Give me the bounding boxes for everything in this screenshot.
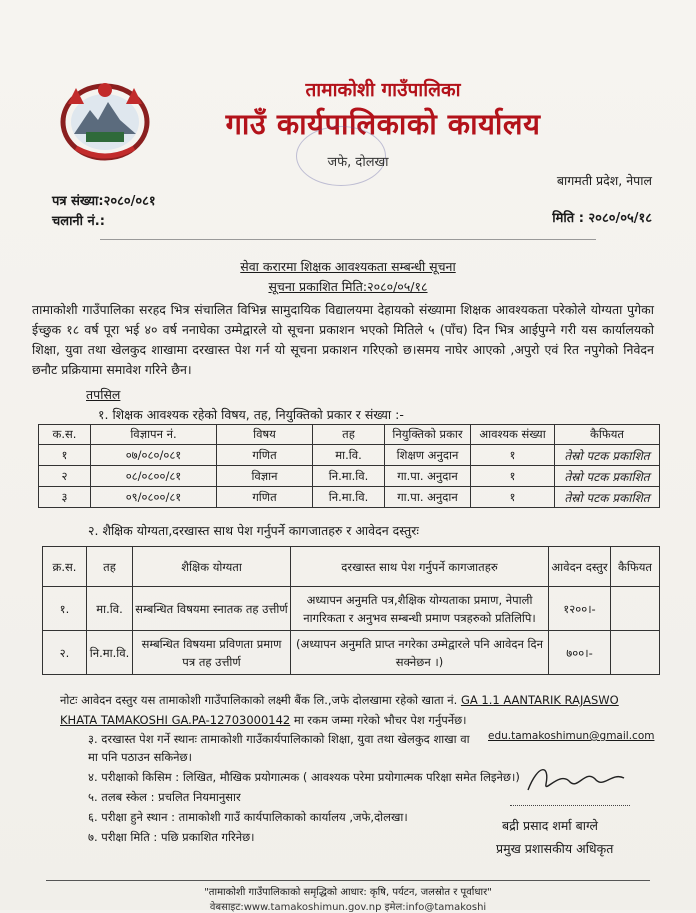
signatory-name: बद्री प्रसाद शर्मा बाग्ले bbox=[502, 818, 598, 833]
dispatch-number: चलानी नं.: bbox=[52, 214, 105, 229]
letter-date: मिति : २०८०/०५/१८ bbox=[552, 211, 652, 226]
handwritten-remark: तेस्रो पटक प्रकाशित bbox=[555, 445, 660, 466]
letter-number: पत्र संख्या:२०८०/०८१ bbox=[52, 194, 156, 209]
table-cell: १. bbox=[43, 587, 87, 631]
table-header-row bbox=[43, 547, 660, 587]
note-suffix: मा रकम जम्मा गरेको भौचर पेश गर्नुपर्नेछ। bbox=[293, 713, 467, 727]
table-cell: मा.वि. bbox=[313, 445, 385, 466]
table-row bbox=[39, 487, 660, 508]
column-header: दरखास्त साथ पेश गर्नुपर्ने कागजातहरु bbox=[291, 547, 549, 587]
bank-account: GA 1.1 AANTARIK RAJASWO KHATA TAMAKOSHI GA.PA-12703000142 bbox=[60, 693, 619, 727]
fee-note bbox=[60, 690, 640, 730]
table-row bbox=[43, 587, 660, 631]
column-header: आवेदन दस्तुर bbox=[549, 547, 611, 587]
table-cell: ०७/०८०/०८१ bbox=[91, 445, 217, 466]
footer-contact: वेबसाइट:www.tamakoshimun.gov.np इमेल:info@tamakoshi bbox=[209, 902, 487, 913]
column-header: तह bbox=[87, 547, 133, 587]
table-row bbox=[39, 445, 660, 466]
divider bbox=[100, 239, 596, 240]
table-header-row bbox=[39, 425, 660, 445]
list-item: ४. परीक्षाको किसिम : लिखित, मौखिक प्रयोगात्मक ( आवश्यक परेमा प्रयोगात्मक परिक्षा समेत लिइनेछ।) bbox=[88, 770, 520, 784]
table-cell: ३ bbox=[39, 487, 91, 508]
notice-body: तामाकोशी गाउँपालिका सरहद भित्र संचालित विभिन्न सामुदायिक विद्यालयमा देहायको संख्यामा शिक्षक आवश्यकता परेकोले योग्यता पुगेका ईच्छुक १८ वर्ष पूरा भई ४० वर्ष ननाघेका उम्मेद्वारले यो सूचना प्रकाशन भएको मितिले ५ (पाँच) दिन भित्र आईपुग्ने गरी यस कार्यालयको शिक्षा, युवा तथा खेलकुद शाखामा दरखास्त पेश गर्न यो सूचना प्रकाशन गरिएको छ।समय नाघेर आएको ,अपुरो एवं रित नपुगेको निवेदन छनौट प्रक्रियामा समावेश गरिने छैन। bbox=[32, 302, 654, 377]
table-cell: गणित bbox=[217, 487, 313, 508]
publish-date: सूचना प्रकाशित मिति:२०८०/०५/१८ bbox=[268, 279, 428, 294]
table-cell: शिक्षण अनुदान bbox=[385, 445, 471, 466]
table-cell: नि.मा.वि. bbox=[87, 631, 133, 675]
org-name: तामाकोशी गाउँपालिका bbox=[305, 79, 461, 101]
table-cell: १ bbox=[471, 487, 555, 508]
table-cell: अध्यापन अनुमति पत्र,शैक्षिक योग्यताका प्रमाण, नेपाली नागरिकता र अनुभव सम्बन्धी प्रमाण पत्रहरुको प्रतिलिपि। bbox=[291, 587, 549, 631]
section1-heading: १. शिक्षक आवश्यक रहेको विषय, तह, नियुक्तिको प्रकार र संख्या :- bbox=[98, 407, 404, 422]
table-cell: ७००।- bbox=[549, 631, 611, 675]
handwritten-remark: तेस्रो पटक प्रकाशित bbox=[555, 466, 660, 487]
note-prefix: नोटः आवेदन दस्तुर यस तामाकोशी गाउँपालिकाको लक्ष्मी बैंक लि.,जफे दोलखामा रहेको खाता नं. bbox=[60, 693, 458, 707]
office-address: जफे, दोलखा bbox=[327, 155, 389, 170]
province-line: बागमती प्रदेश, नेपाल bbox=[556, 173, 652, 188]
footer-divider bbox=[46, 880, 650, 881]
table-cell: गणित bbox=[217, 445, 313, 466]
column-header: विज्ञापन नं. bbox=[91, 425, 217, 445]
column-header: कैफियत bbox=[555, 425, 660, 445]
table-cell: सम्बन्धित विषयमा प्रविणता प्रमाण पत्र तह उत्तीर्ण bbox=[133, 631, 291, 675]
column-header: विषय bbox=[217, 425, 313, 445]
email-link[interactable]: edu.tamakoshimun@gmail.com bbox=[488, 730, 655, 742]
list-item: मा पनि पठाउन सकिनेछ। bbox=[88, 750, 192, 764]
handwritten-remark: तेस्रो पटक प्रकाशित bbox=[555, 487, 660, 508]
list-item: ६. परीक्षा हुने स्थान : तामाकोशी गाउँ कार्यपालिकाको कार्यालय ,जफे,दोलखा। bbox=[88, 810, 408, 824]
table-cell: १ bbox=[39, 445, 91, 466]
column-header: शैक्षिक योग्यता bbox=[133, 547, 291, 587]
signatory-role: प्रमुख प्रशासकीय अधिकृत bbox=[496, 841, 614, 856]
vacancy-table bbox=[38, 424, 660, 508]
column-header: कैफियत bbox=[611, 547, 660, 587]
schedule-label: तपसिल bbox=[86, 387, 121, 402]
column-header: तह bbox=[313, 425, 385, 445]
table-cell bbox=[611, 587, 660, 631]
table-row bbox=[43, 631, 660, 675]
notice-title: सेवा करारमा शिक्षक आवश्यकता सम्बन्धी सूचना bbox=[240, 259, 456, 274]
table-cell: १२००।- bbox=[549, 587, 611, 631]
signature-line bbox=[510, 805, 630, 806]
table-cell: नि.मा.वि. bbox=[313, 466, 385, 487]
table-cell: विज्ञान bbox=[217, 466, 313, 487]
table-cell: सम्बन्धित विषयमा स्नातक तह उत्तीर्ण bbox=[133, 587, 291, 631]
table-row bbox=[39, 466, 660, 487]
column-header: क्र.स. bbox=[43, 547, 87, 587]
list-item: ७. परीक्षा मिति : पछि प्रकाशित गरिनेछ। bbox=[88, 830, 255, 844]
table-cell: गा.पा. अनुदान bbox=[385, 487, 471, 508]
table-cell: २. bbox=[43, 631, 87, 675]
list-item: ३. दरखास्त पेश गर्ने स्थानः तामाकोशी गाउँकार्यपालिकाको शिक्षा, युवा तथा खेलकुद शाखा वा bbox=[88, 732, 470, 746]
column-header: क.स. bbox=[39, 425, 91, 445]
table-cell: (अध्यापन अनुमति प्राप्त नगरेका उम्मेद्वारले पनि आवेदन दिन सक्नेछन ।) bbox=[291, 631, 549, 675]
column-header: आवश्यक संख्या bbox=[471, 425, 555, 445]
signature-mark bbox=[520, 760, 630, 800]
column-header: नियुक्तिको प्रकार bbox=[385, 425, 471, 445]
table-cell: गा.पा. अनुदान bbox=[385, 466, 471, 487]
qualification-table bbox=[42, 546, 660, 675]
table-cell: नि.मा.वि. bbox=[313, 487, 385, 508]
office-name: गाउँ कार्यपालिकाको कार्यालय bbox=[225, 107, 541, 141]
table-cell: मा.वि. bbox=[87, 587, 133, 631]
table-cell bbox=[611, 631, 660, 675]
table-cell: ०८/०८००/८१ bbox=[91, 466, 217, 487]
section2-heading: २. शैक्षिक योग्यता,दरखास्त साथ पेश गर्नुपर्ने कागजातहरु र आवेदन दस्तुरः bbox=[88, 523, 419, 538]
table-cell: १ bbox=[471, 466, 555, 487]
table-cell: ०९/०८००/८१ bbox=[91, 487, 217, 508]
table-cell: १ bbox=[471, 445, 555, 466]
footer-motto: "तामाकोशी गाउँपालिकाको समृद्धिको आधार: कृषि, पर्यटन, जलस्रोत र पूर्वाधार" bbox=[204, 887, 492, 898]
table-cell: २ bbox=[39, 466, 91, 487]
list-item: ५. तलब स्केल : प्रचलित नियमानुसार bbox=[88, 790, 241, 804]
